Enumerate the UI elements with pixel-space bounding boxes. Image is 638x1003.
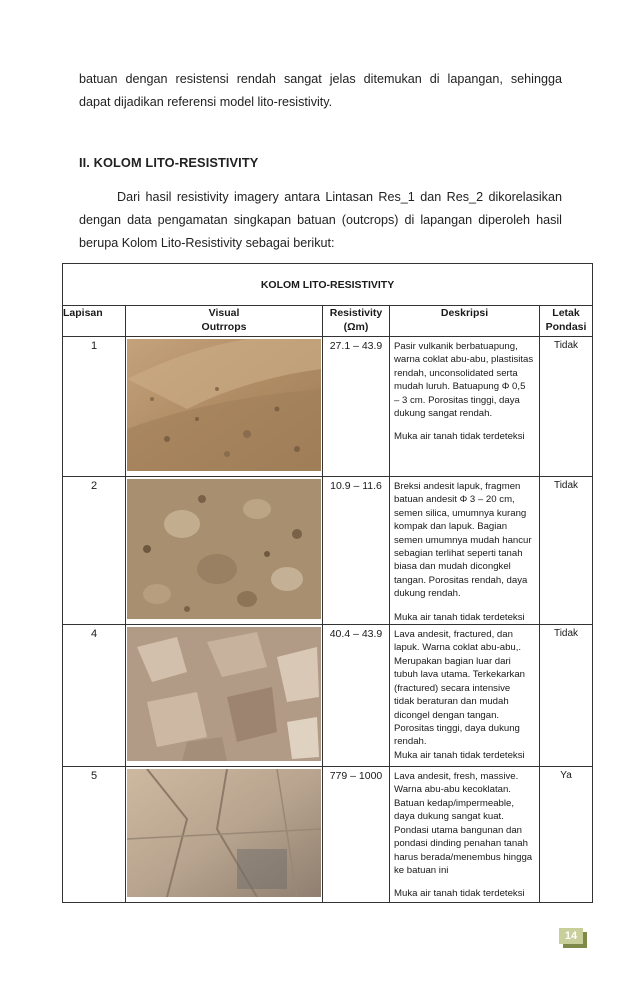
paragraph-line: Dari hasil resistivity imagery antara Lintasan Res_1 dan Res_2 dikorelasikan	[117, 190, 562, 204]
pondasi-value: Ya	[540, 767, 593, 903]
header-letak-pondasi: Letak Pondasi	[540, 306, 593, 337]
paragraph-line: batuan dengan resistensi rendah sangat jelas ditemukan di lapangan, sehingga	[79, 72, 562, 86]
outcrop-photo-cell	[126, 625, 323, 767]
intro-paragraph	[79, 68, 562, 114]
pondasi-value: Tidak	[540, 625, 593, 767]
paragraph-line: berupa Kolom Lito-Resistivity sebagai berikut:	[79, 236, 335, 250]
body-paragraph	[79, 186, 562, 255]
groundwater-note: Muka air tanah tidak terdeteksi	[394, 749, 525, 761]
outcrop-photo	[127, 339, 321, 471]
header-lapisan: Lapisan	[63, 306, 126, 337]
table-row	[63, 477, 593, 625]
table-title: KOLOM LITO-RESISTIVITY	[63, 264, 593, 306]
pondasi-value: Tidak	[540, 477, 593, 625]
resistivity-value: 40.4 – 43.9	[323, 625, 390, 767]
description: Pasir vulkanik berbatuapung, warna coklat abu-abu, plastisitas rendah, unconsolidated serta mudah luruh. Batuapung Φ 0,5 – 3 cm. Porositas tinggi, daya dukung sangat rendah. Muka air tanah tidak terdeteksi	[390, 337, 540, 477]
lapisan-number: 5	[63, 767, 126, 903]
resistivity-value: 27.1 – 43.9	[323, 337, 390, 477]
resistivity-value: 779 – 1000	[323, 767, 390, 903]
outcrop-photo	[127, 627, 321, 761]
header-visual: Visual Outrrops	[126, 306, 323, 337]
outcrop-photo	[127, 479, 321, 619]
outcrop-photo-cell	[126, 477, 323, 625]
paragraph-line: dapat dijadikan referensi model lito-resistivity.	[79, 95, 333, 109]
header-resistivity: Resistivity (Ωm)	[323, 306, 390, 337]
lito-resistivity-table	[62, 263, 593, 903]
lapisan-number: 2	[63, 477, 126, 625]
description: Lava andesit, fresh, massive. Warna abu-abu kecoklatan. Batuan kedap/impermeable, daya dukung sangat kuat. Pondasi utama bangunan dan pondasi dinding penahan tanah harus berada/menembus hingga ke batuan ini Muka air tanah tidak terdeteksi	[390, 767, 540, 903]
table-header-row	[63, 306, 593, 337]
groundwater-note: Muka air tanah tidak terdeteksi	[394, 888, 525, 900]
outcrop-photo-cell	[126, 337, 323, 477]
lapisan-number: 4	[63, 625, 126, 767]
description: Breksi andesit lapuk, fragmen batuan andesit Φ 3 – 20 cm, semen silica, umumnya kurang kompak dan lapuk. Bagian semen umumnya mudah hancur sebagian terlihat seperti tanah biasa dan mudah dicongkel tangan. Porositas rendah, daya dukung rendah. Muka air tanah tidak terdeteksi	[390, 477, 540, 625]
outcrop-photo	[127, 769, 321, 897]
header-deskripsi: Deskripsi	[390, 306, 540, 337]
table-row	[63, 767, 593, 903]
outcrop-photo-cell	[126, 767, 323, 903]
table-row	[63, 337, 593, 477]
pondasi-value: Tidak	[540, 337, 593, 477]
lapisan-number: 1	[63, 337, 126, 477]
groundwater-note: Muka air tanah tidak terdeteksi	[394, 431, 525, 443]
paragraph-line: dengan data pengamatan singkapan batuan (outcrops) di lapangan diperoleh hasil	[79, 213, 562, 227]
page-number: 14	[559, 928, 583, 944]
section-heading: II. KOLOM LITO-RESISTIVITY	[79, 155, 259, 170]
resistivity-value: 10.9 – 11.6	[323, 477, 390, 625]
description: Lava andesit, fractured, dan lapuk. Warna coklat abu-abu,. Merupakan bagian luar dari tubuh lava utama. Terkekarkan (fractured) secara intensive tidak beraturan dan mudah dicongel dengan tangan. Porositas tinggi, daya dukung rendah. Muka air tanah tidak terdeteksi	[390, 625, 540, 767]
table-row	[63, 625, 593, 767]
groundwater-note: Muka air tanah tidak terdeteksi	[394, 611, 525, 623]
